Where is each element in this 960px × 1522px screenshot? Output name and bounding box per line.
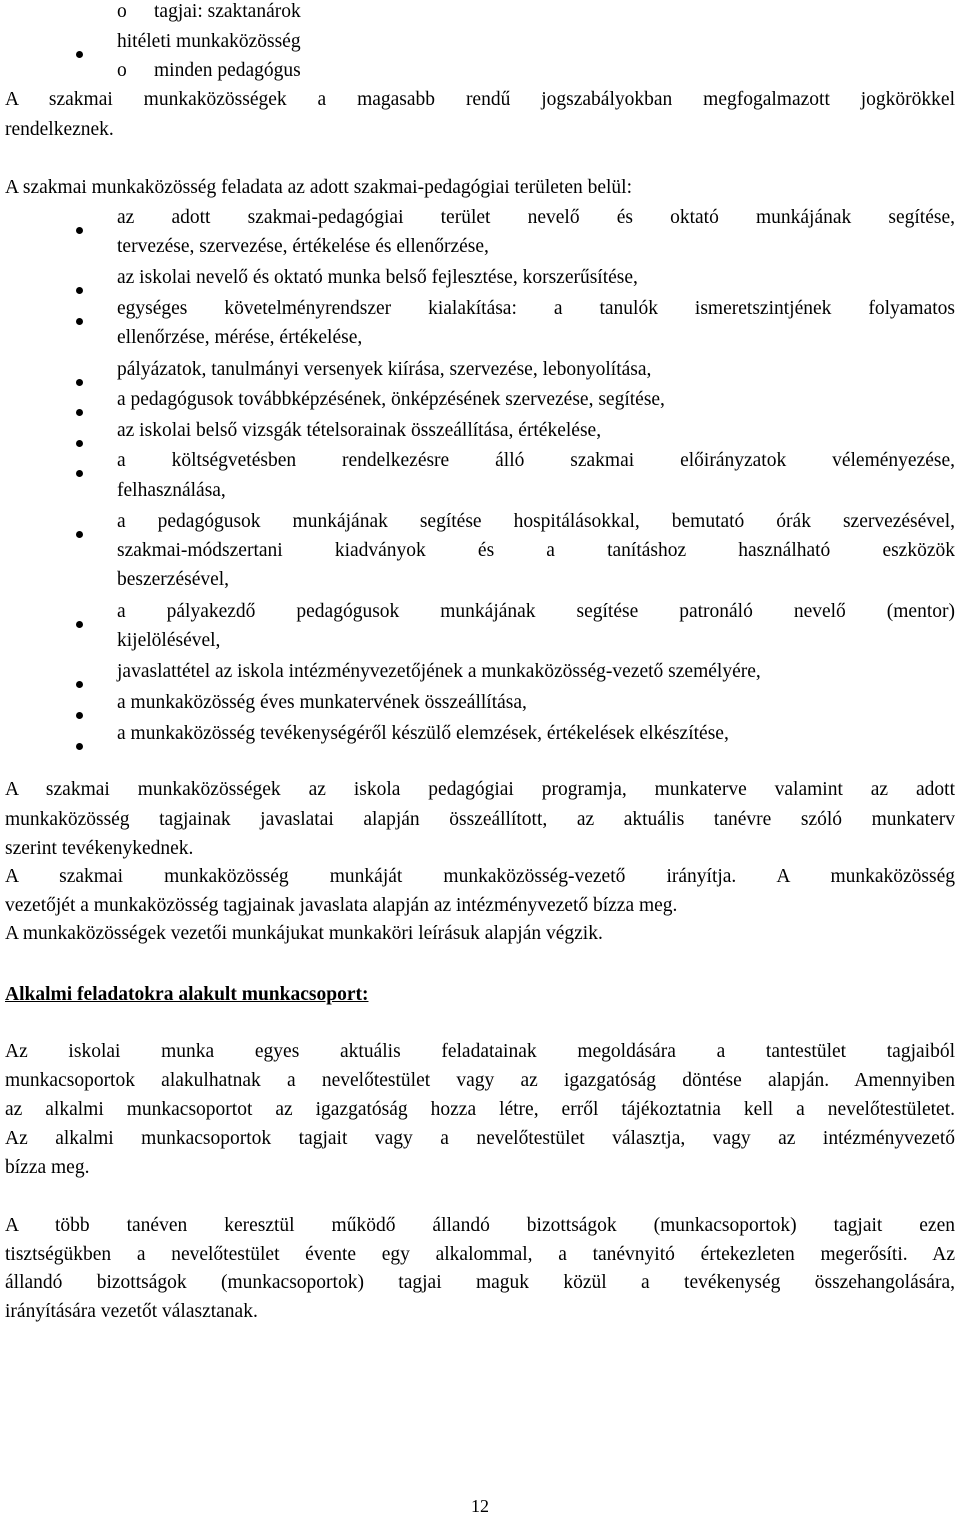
paragraph-line: munkaközösség tagjainak javaslatai alapján összeállított, az aktuális tanévre szóló munkaterv	[5, 809, 955, 830]
list-item-continuation: szakmai-módszertani kiadványok és a tanításhoz használható eszközök	[117, 540, 955, 561]
list-item: az adott szakmai-pedagógiai terület nevelő és oktató munkájának segítése,	[117, 207, 955, 228]
list-item: a munkaközösség tevékenységéről készülő elemzések, értékelések elkészítése,	[117, 723, 729, 744]
list-item: egységes követelményrendszer kialakítása: a tanulók ismeretszintjének folyamatos	[117, 298, 955, 319]
bullet-icon	[76, 730, 83, 760]
paragraph-line: vezetőjét a munkaközösség tagjainak javaslata alapján az intézményvezető bízza meg.	[5, 895, 678, 916]
bullet-icon	[76, 668, 83, 698]
sub-bullet-marker: o	[117, 1, 127, 22]
bullet-icon	[76, 214, 83, 244]
bullet-icon	[76, 274, 83, 304]
sub-bullet-marker: o	[117, 60, 127, 81]
list-item: a pályakezdő pedagógusok munkájának segítése patronáló nevelő (mentor)	[117, 601, 955, 622]
paragraph-line: irányítására vezetőt választanak.	[5, 1301, 258, 1322]
bullet-icon	[76, 427, 83, 457]
page-number: 12	[471, 1496, 489, 1516]
list-item-continuation: tervezése, szervezése, értékelése és ellenőrzése,	[117, 236, 489, 257]
section-heading: Alkalmi feladatokra alakult munkacsoport:	[5, 984, 369, 1005]
bullet-icon	[76, 457, 83, 487]
paragraph-line: Az iskolai munka egyes aktuális feladatainak megoldására a tantestület tagjaiból	[5, 1041, 955, 1062]
list-item: pályázatok, tanulmányi versenyek kiírása, szervezése, lebonyolítása,	[117, 359, 652, 380]
bullet-icon	[76, 396, 83, 426]
bullet-icon	[76, 366, 83, 396]
list-item: az iskolai nevelő és oktató munka belső fejlesztése, korszerűsítése,	[117, 267, 638, 288]
list-item: a pedagógusok továbbképzésének, önképzésének szervezése, segítése,	[117, 389, 665, 410]
list-item: a munkaközösség éves munkatervének összeállítása,	[117, 692, 527, 713]
paragraph-line: az alkalmi munkacsoportot az igazgatóság hozza létre, erről tájékoztatnia kell a nevelőtestületet.	[5, 1099, 955, 1120]
sub-list-item: minden pedagógus	[154, 60, 301, 81]
paragraph-line: A több tanéven keresztül működő állandó bizottságok (munkacsoportok) tagjait ezen	[5, 1215, 955, 1236]
bullet-icon	[76, 608, 83, 638]
list-item: javaslattétel az iskola intézményvezetőjének a munkaközösség-vezető személyére,	[117, 661, 761, 682]
paragraph-line: munkacsoportok alakulhatnak a nevelőtestület vagy az igazgatóság döntése alapján. Amennyiben	[5, 1070, 955, 1091]
list-item: a pedagógusok munkájának segítése hospitálásokkal, bemutató órák szervezésével,	[117, 511, 955, 532]
paragraph-line: Az alkalmi munkacsoportok tagjait vagy a nevelőtestület választja, vagy az intézményvezető	[5, 1128, 955, 1149]
list-item-continuation: beszerzésével,	[117, 569, 230, 590]
sub-list-item: tagjai: szaktanárok	[154, 1, 301, 22]
list-item: hitéleti munkaközösség	[117, 31, 301, 52]
paragraph-line: A szakmai munkaközösség munkáját munkaközösség-vezető irányítja. A munkaközösség	[5, 866, 955, 887]
paragraph-line: rendelkeznek.	[5, 119, 114, 140]
bullet-icon	[76, 699, 83, 729]
list-item: a költségvetésben rendelkezésre álló szakmai előirányzatok véleményezése,	[117, 450, 955, 471]
paragraph-line: A szakmai munkaközösség feladata az adott szakmai-pedagógiai területen belül:	[5, 177, 633, 198]
paragraph-line: A szakmai munkaközösségek a magasabb rendű jogszabályokban megfogalmazott jogkörökkel	[5, 89, 955, 110]
paragraph-line: állandó bizottságok (munkacsoportok) tagjai maguk közül a tevékenység összehangolására,	[5, 1272, 955, 1293]
list-item-continuation: ellenőrzése, mérése, értékelése,	[117, 327, 363, 348]
bullet-icon	[76, 518, 83, 548]
bullet-icon	[76, 305, 83, 335]
bullet-icon	[76, 38, 83, 68]
list-item-continuation: kijelölésével,	[117, 630, 221, 651]
paragraph-line: bízza meg.	[5, 1157, 90, 1178]
list-item: az iskolai belső vizsgák tételsorainak összeállítása, értékelése,	[117, 420, 602, 441]
paragraph-line: szerint tevékenykednek.	[5, 838, 194, 859]
list-item-continuation: felhasználása,	[117, 480, 226, 501]
paragraph-line: A munkaközösségek vezetői munkájukat munkaköri leírásuk alapján végzik.	[5, 923, 603, 944]
paragraph-line: tisztségükben a nevelőtestület évente egy alkalommal, a tanévnyitó értekezleten megerősíti. Az	[5, 1244, 955, 1265]
paragraph-line: A szakmai munkaközösségek az iskola pedagógiai programja, munkaterve valamint az adott	[5, 779, 955, 800]
